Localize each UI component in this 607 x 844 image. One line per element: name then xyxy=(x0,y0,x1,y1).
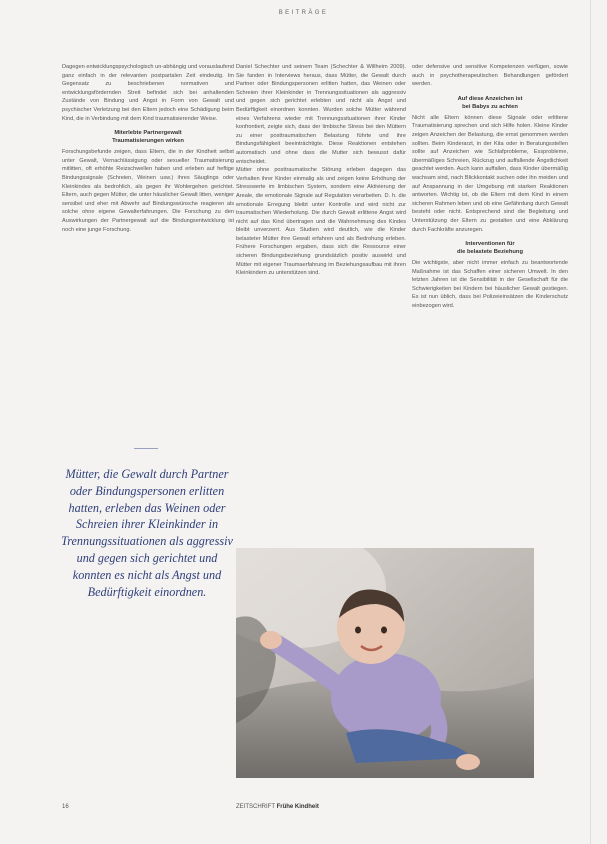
col3-subheading-2 xyxy=(412,240,568,256)
col3-paragraph-1: oder defensive und sensitive Kompetenzen verfügen, sowie auch in psychotherapeutischen Behandlungen gefördert werden. xyxy=(412,64,568,88)
quote-rule xyxy=(134,448,158,449)
column-2 xyxy=(236,63,406,278)
col2-paragraph-1: Daniel Schechter und seinem Team (Schechter & Willheim 2009). Sie fanden in Interviews heraus, dass Mütter, die Gewalt durch Partner oder Bindungspersonen erlitten hatten, das Weinen oder Schreien ihrer Kleinkinder in Trennungssituationen als aggressiv und gegen sich gerichtet erlebten und nicht als Angst und Bedürftigkeit einordnen konnten. Wurden solche Mütter während eines Verfahrens wieder mit Trennungssituationen ihrer Kinder konfrontiert, zeigte sich, dass der limbische Stress bei den Müttern zu einer posttraumatischen Belastung führte und ihre Bindungsfähigkeit beeinträchtigte. Diese Reaktionen entstehen automatisch und ohne dass die Mutter sich bewusst dafür entscheidet. xyxy=(236,64,406,165)
col3-subheading-1-line1: Auf diese Anzeichen ist xyxy=(457,95,523,102)
column-3 xyxy=(412,63,568,311)
magazine-footer xyxy=(236,804,319,810)
col3-subheading-1-line2: bei Babys zu achten xyxy=(462,103,518,110)
col1-paragraph-2: Forschungsbefunde zeigen, dass Eltern, die in der Kindheit selbst unter Gewalt, Vernachlässigung oder sexueller Traumatisierung mitlitten, oft erhöhte Reizschwellen haben und erleben auf heftige Bindungssignale (Schreien, Weinen usw.) ihres Säuglings oder Kleinkindes als bedrohlich, als gegen ihr Wohlergehen gerichtet. Eltern, auch gegen Mütter, die unter häuslicher Gewalt litten, weniger sensibel und eher mit Abwehr auf Bindungswünsche reagieren als solche ohne eigene Gewalterfahrungen. Die Forschung zu den Auswirkungen der Partnergewalt auf die Bindungsentwicklung ist noch eine junge Forschung. xyxy=(62,149,234,233)
magazine-prefix: ZEITSCHRIFT xyxy=(236,804,275,810)
baby-photo xyxy=(236,548,534,778)
page-number: 16 xyxy=(62,804,69,810)
column-1 xyxy=(62,63,234,234)
col1-subheading-line1: Miterlebte Partnergewalt xyxy=(114,130,182,137)
col3-paragraph-3: Die wichtigste, aber nicht immer einfach zu beantwortende Maßnahme ist das Schaffen einer sicheren Umwelt. In den letzten Jahren ist die Sensibilität in der Gesellschaft für die Schwierigkeiten bei Kindern bei häuslicher Gewalt gestiegen. Es ist nun üblich, dass bei Polizeieinsätzen die Kinderschutz einbezogen wird. xyxy=(412,260,568,310)
page-edge xyxy=(590,0,591,844)
col1-subheading-line2: Traumatisierungen wirken xyxy=(112,138,184,145)
col3-subheading-1 xyxy=(412,95,568,111)
baby-photo-illustration xyxy=(236,548,534,778)
col1-paragraph-1: Dagegen entwicklungspsychologisch un-abhängig und vorauslaufend ganz einfach in der relevanten postpartalen Zeit eindeutig. Im Gegensatz zu beschriebenen normativen und entwicklungsfördernden Streit befindet sich bei anhaltenden Zustände von Bindung und Angst in Form von Gewalt und psychischer Verletzung bei den Eltern jedoch eine Schädigung beim Kind, die in Verbindung mit dem Kind traumatisierender Weise. xyxy=(62,64,234,122)
magazine-name: Frühe Kindheit xyxy=(276,804,319,810)
section-header: BEITRÄGE xyxy=(278,10,329,16)
pull-quote: Mütter, die Gewalt durch Partner oder Bindungspersonen erlitten hatten, erleben das Weinen oder Schreien ihrer Kleinkinder in Trennungssituationen als aggressiv und gegen sich gerichtet und konnten es nicht als Angst und Bedürftigkeit einordnen. xyxy=(61,467,233,599)
col2-paragraph-2: Mütter ohne posttraumatische Störung erleben dagegen das Verhalten ihrer Kinder einmalig als und zeigen keine Erhöhung der Stresswerte im limbischen System, sondern eine Aktivierung der Areale, die emotionale Signale auf Regulation verarbeiten. D. h. die emotionale Erregung bleibt unter Kontrolle und wird nicht zur traumatischen Wiederholung. Die durch Gewalt erlittene Angst wird nicht auf das Kind übertragen und die Wahrnehmung des Kindes bleibt unverzerrt. Aus Studien wird deutlich, wie die Kinder belasteter Mütter ihre Gewalt erfahren und als Bedrohung erleben. Frühere Forschungen ergaben, dass sich die Ressource einer sicheren Bindungsbeziehung grundsätzlich positiv auswirkt und Mütter mit eigener Traumaerfahrung im Beziehungsaufbau mit ihren Kleinkindern zu unterstützen sind. xyxy=(236,167,406,277)
col1-subheading xyxy=(62,129,234,145)
col3-subheading-2-line2: die belastete Beziehung xyxy=(456,249,524,256)
col3-paragraph-2: Nicht alle Eltern können diese Signale oder erlittene Traumatisierung sprechen und sich Hilfe holen. Kleine Kinder zeigen Anzeichen der Belastung, die ernst genommen werden sollten. Beim Kinderarzt, in der Kita oder in Beratungsstellen sollte auf Anzeichen wie Schlafprobleme, Essprobleme, übermäßiges Schreien, Rückzug und auffallende Ängstlichkeit geachtet werden. Auch kann auffallen, dass Kinder übermäßig wachsam sind, nach Blickkontakt suchen oder ihn meiden und auf Anspannung in der Umgebung mit starken Reaktionen antworten. Wichtig ist, ob die Eltern mit dem Kind in einem sicheren Rahmen leben und ob eine Gefährdung durch Gewalt besteht oder nicht. Entsprechend sind die Begleitung und Unterstützung der Eltern zu gestalten und eine Abklärung durch Fachkräfte anzuregen. xyxy=(412,114,568,233)
col3-subheading-2-line1: Interventionen für xyxy=(465,241,515,248)
